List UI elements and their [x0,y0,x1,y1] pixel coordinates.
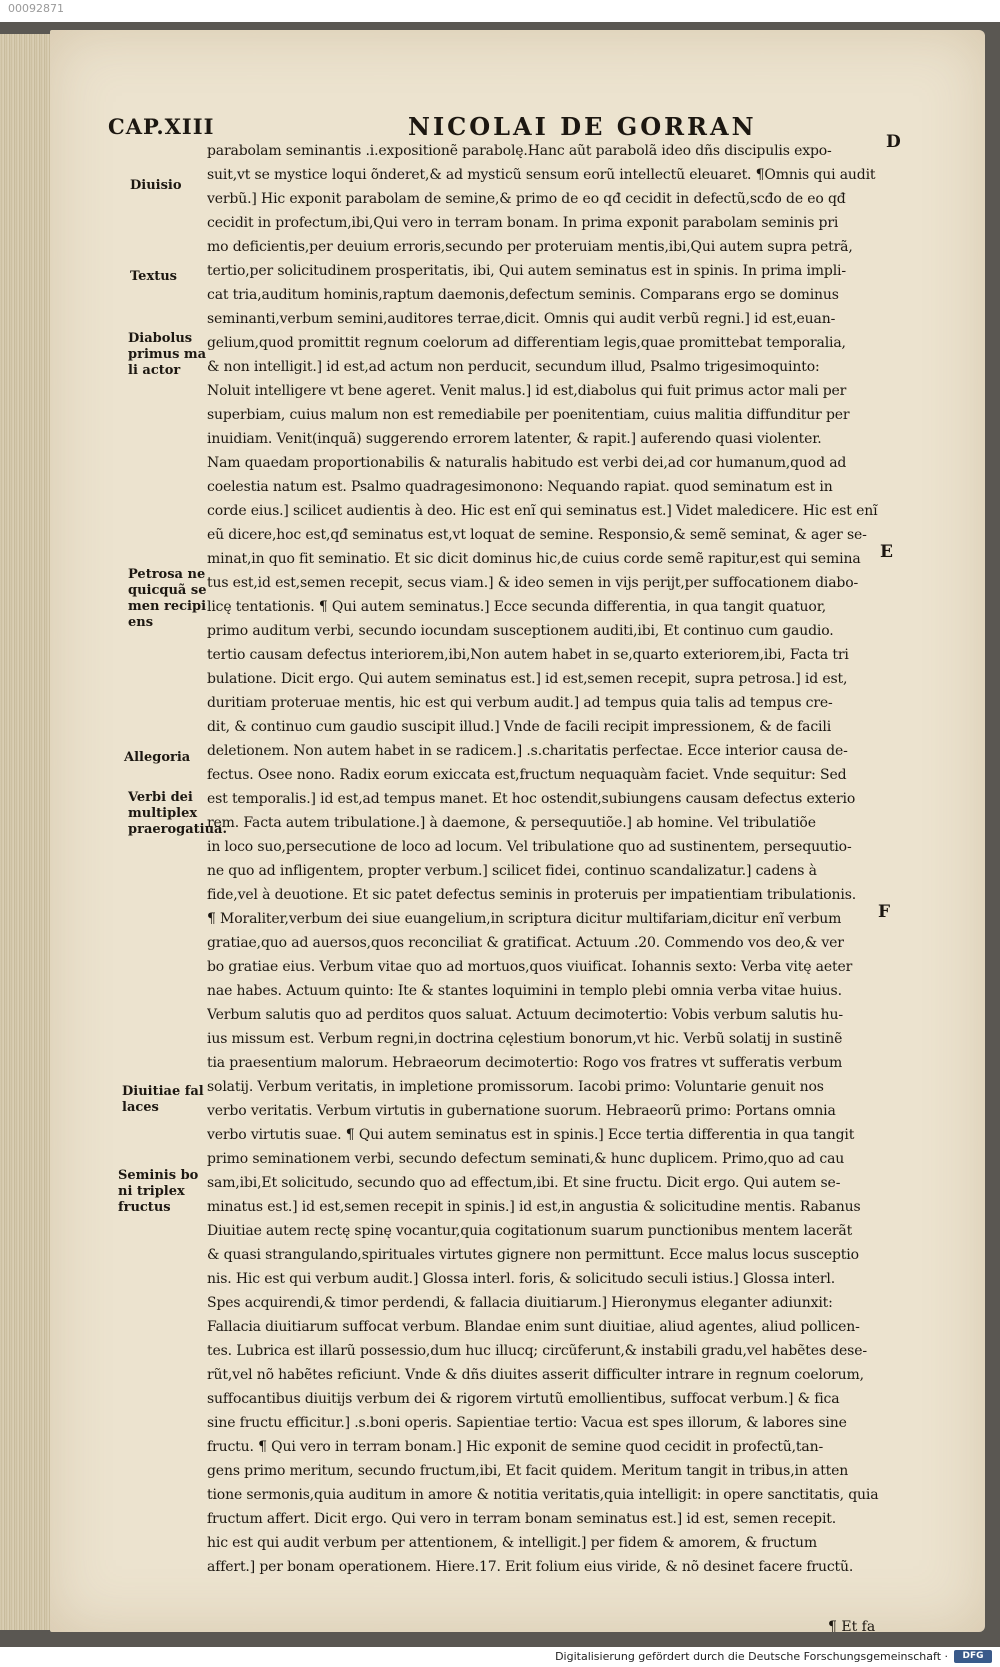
text-line: tertio,per solicitudinem prosperitatis, ibi, Qui autem seminatus est in spinis. In prima impli- [207,263,846,279]
text-line: dit, & continuo cum gaudio suscipit illud.] Vnde de facili recipit impressionem, & de facili [207,719,832,735]
text-line: primo auditum verbi, secundo iocundam susceptionem auditi,ibi, Et continuo cum gaudio. [207,623,834,639]
page-id: 00092871 [8,2,64,15]
text-line: Diuitiae autem rectę spinę vocantur,quia cogitationum suarum punctionibus mentem lacerãt [207,1223,853,1239]
text-line: hic est qui audit verbum per attentionem, & intelligit.] per fidem & amorem, & fructum [207,1535,817,1551]
text-line: fructum affert. Dicit ergo. Qui vero in terram bonam seminatus est.] id est, semen recepit. [207,1511,837,1527]
text-line: mo deficientis,per deuium erroris,secundo per proteruiam mentis,ibi,Qui autem supra petrã, [207,239,853,255]
margin-note-verbi-dei: Verbi dei multiplex praerogatiua. [128,790,228,837]
text-line: cecidit in profectum,ibi,Qui vero in terram bonam. In prima exponit parabolam seminis pri [207,215,839,231]
text-line: tes. Lubrica est illarũ possessio,dum huc illucq; circũferunt,& instabili gradu,vel habẽtes dese- [207,1343,867,1359]
text-line: minat,in quo fit seminatio. Et sic dicit dominus hic,de cuius corde semẽ rapitur,est qui semina [207,551,861,567]
text-line: in loco suo,persecutione de loco ad locum. Vel tribulatione quo ad sustinentem, persequutio- [207,839,852,855]
text-line: licę tentationis. ¶ Qui autem seminatus.] Ecce secunda differentia, in qua tangit quatuor, [207,599,826,615]
text-line: eũ dicere,hoc est,qđ seminatus est,vt loquat de semine. Responsio,& semẽ seminat, & ager se- [207,527,867,543]
text-line: parabolam seminantis .i.expositionẽ parabolę.Hanc aũt parabolã ideo dñs discipulis expo- [207,143,832,159]
text-line: suffocantibus diuitijs verbum dei & rigorem virtutũ emollientibus, suffocat verbum.] & fica [207,1391,840,1407]
margin-note-allegoria: Allegoria [124,750,191,765]
text-line: & quasi strangulando,spirituales virtutes gignere non permittunt. Ecce malus locus susceptio [207,1247,859,1263]
section-letter-f: F [878,902,891,922]
text-line: sine fructu efficitur.] .s.boni operis. Sapientiae tertio: Vacua est spes illorum, & labores sine [207,1415,847,1431]
running-head [108,112,908,142]
text-line: inuidiam. Venit(inquã) suggerendo errorem latenter, & rapit.] auferendo quasi violenter. [207,431,822,447]
text-line: rem. Facta autem tribulatione.] à daemone, & persequutiõe.] ab homine. Vel tribulatiõe [207,815,816,831]
text-line: Noluit intelligere vt bene ageret. Venit malus.] id est,diabolus qui fuit primus actor mali per [207,383,847,399]
text-line: Verbum salutis quo ad perditos quos saluat. Actuum decimotertio: Vobis verbum salutis hu- [207,1007,843,1023]
text-line: verbo veritatis. Verbum virtutis in gubernatione suorum. Hebraeorũ primo: Portans omnia [207,1103,836,1119]
text-line: tertio causam defectus interiorem,ibi,Non autem habet in se,quarto exteriorem,ibi, Facta tri [207,647,849,663]
text-line: nae habes. Actuum quinto: Ite & stantes loquimini in templo plebi omnia verba vitae huius. [207,983,842,999]
text-line: fide,vel à deuotione. Et sic patet defectus seminis in proteruis per impatientiam tribulationis. [207,887,857,903]
text-line: verbũ.] Hic exponit parabolam de semine,& primo de eo qđ cecidit in defectũ,scđo de eo qđ [207,191,846,207]
margin-note-diabolus: Diabolus primus ma li actor [128,331,207,378]
text-line: deletionem. Non autem habet in se radicem.] .s.charitatis perfectae. Ecce interior causa de- [207,743,848,759]
text-line: est temporalis.] id est,ad tempus manet. Et hoc ostendit,subiungens causam defectus exterio [207,791,856,807]
text-line: fructu. ¶ Qui vero in terram bonam.] Hic exponit de semine quod cecidit in profectũ,tan- [207,1439,824,1455]
text-line: tione sermonis,quia auditum in amore & notitia veritatis,quia intelligit: in opere sanctitatis, quia [207,1487,879,1503]
text-line: bulatione. Dicit ergo. Qui autem seminatus est.] id est,semen recepit, supra petrosa.] id est, [207,671,848,687]
text-line: affert.] per bonam operationem. Hiere.17. Erit folium eius viride, & nõ desinet facere fructũ. [207,1559,854,1575]
text-line: tia praesentium malorum. Hebraeorum decimotertio: Rogo vos fratres vt sufferatis verbum [207,1055,843,1071]
text-line: minatus est.] id est,semen recepit in spinis.] id est,in angustia & solicitudine mentis. Rabanus [207,1199,861,1215]
text-line: gratiae,quo ad auersos,quos reconciliat & gratificat. Actuum .20. Commendo vos deo,& ver [207,935,844,951]
section-letter-d: D [886,132,901,152]
text-line: suit,vt se mystice loqui õnderet,& ad mysticũ sensum eorũ intellectũ eleuaret. ¶Omnis qui audit [207,167,876,183]
text-line: cat tria,auditum hominis,raptum daemonis,defectum seminis. Comparans ergo se dominus [207,287,839,303]
catchword: ¶ Et fa [828,1619,876,1635]
text-line: primo seminationem verbi, secundo defectum seminati,& hunc duplicem. Primo,quo ad cau [207,1151,845,1167]
dfg-logo-icon: DFG [954,1650,992,1663]
text-line: nis. Hic est qui verbum audit.] Glossa interl. foris, & solicitudo seculi istius.] Glossa interl. [207,1271,836,1287]
margin-note-petrosa: Petrosa ne quicquã se men recipi ens [128,567,207,630]
text-line: corde eius.] scilicet audientis à deo. Hic est enĩ qui seminatus est.] Videt maledicere. Hic est enĩ [207,503,878,519]
footer-bar [0,1647,1000,1667]
text-line: sam,ibi,Et solicitudo, secundo quo ad effectum,ibi. Et sine fructu. Dicit ergo. Qui autem se- [207,1175,841,1191]
text-line: tus est,id est,semen recepit, secus viam.] & ideo semen in vijs perijt,per suffocationem diabo- [207,575,859,591]
margin-note-diuisio: Diuisio [130,178,182,193]
text-line: ius missum est. Verbum regni,in doctrina cęlestium bonorum,vt hic. Verbũ solatij in sustinẽ [207,1031,843,1047]
text-line: gens primo meritum, secundo fructum,ibi, Et facit quidem. Meritum tangit in tribus,in atten [207,1463,849,1479]
chapter-label: CAP.XIII [108,114,215,139]
text-line: ne quo ad infligentem, propter verbum.] scilicet fidei, continuo scandalizatur.] cadens à [207,863,817,879]
margin-note-textus: Textus [130,269,177,284]
text-line: Nam quaedam proportionabilis & naturalis habitudo est verbi dei,ad cor humanum,quod ad [207,455,847,471]
margin-note-seminis: Seminis bo ni triplex fructus [118,1168,199,1215]
top-bar [0,0,1000,22]
author-title: NICOLAI DE GORRAN [408,112,757,141]
digitization-credit: Digitalisierung gefördert durch die Deutsche Forschungsgemeinschaft · [555,1650,948,1663]
text-line: ¶ Moraliter,verbum dei siue euangelium,in scriptura dicitur multifariam,dicitur enĩ verbum [207,911,842,927]
book-page-edges [0,34,53,1630]
text-line: & non intelligit.] id est,ad actum non perducit, secundum illud, Psalmo trigesimoquinto: [207,359,820,375]
text-line: verbo virtutis suae. ¶ Qui autem seminatus est in spinis.] Ecce tertia differentia in qua tangit [207,1127,855,1143]
text-line: coelestia natum est. Psalmo quadragesimonono: Nequando rapiat. quod seminatum est in [207,479,833,495]
text-line: solatij. Verbum veritatis, in impletione promissorum. Iacobi primo: Voluntarie genuit nos [207,1079,824,1095]
text-line: duritiam proteruae mentis, hic est qui verbum audit.] ad tempus quia talis ad tempus cre- [207,695,833,711]
section-letter-e: E [880,542,893,562]
text-line: fectus. Osee nono. Radix eorum exiccata est,fructum nequaquàm faciet. Vnde sequitur: Sed [207,767,847,783]
margin-note-diuitiae: Diuitiae fal laces [122,1084,204,1115]
text-line: seminanti,verbum semini,auditores terrae,dicit. Omnis qui audit verbũ regni.] id est,euan- [207,311,836,327]
text-line: Spes acquirendi,& timor perdendi, & fallacia diuitiarum.] Hieronymus eleganter adiunxit: [207,1295,833,1311]
text-line: gelium,quod promittit regnum coelorum ad differentiam legis,quae promittebat temporalia, [207,335,846,351]
commentary-body [207,139,897,1579]
text-line: rũt,vel nõ habẽtes reficiunt. Vnde & dñs diuites asserit difficulter intrare in regnum coelorum, [207,1367,864,1383]
text-line: bo gratiae eius. Verbum vitae quo ad mortuos,quos viuificat. Iohannis sexto: Verba vitę aeter [207,959,853,975]
text-line: Fallacia diuitiarum suffocat verbum. Blandae enim sunt diuitiae, aliud agentes, aliud pollicen- [207,1319,860,1335]
text-line: superbiam, cuius malum non est remediabile per poenitentiam, cuius malitia diffunditur per [207,407,850,423]
